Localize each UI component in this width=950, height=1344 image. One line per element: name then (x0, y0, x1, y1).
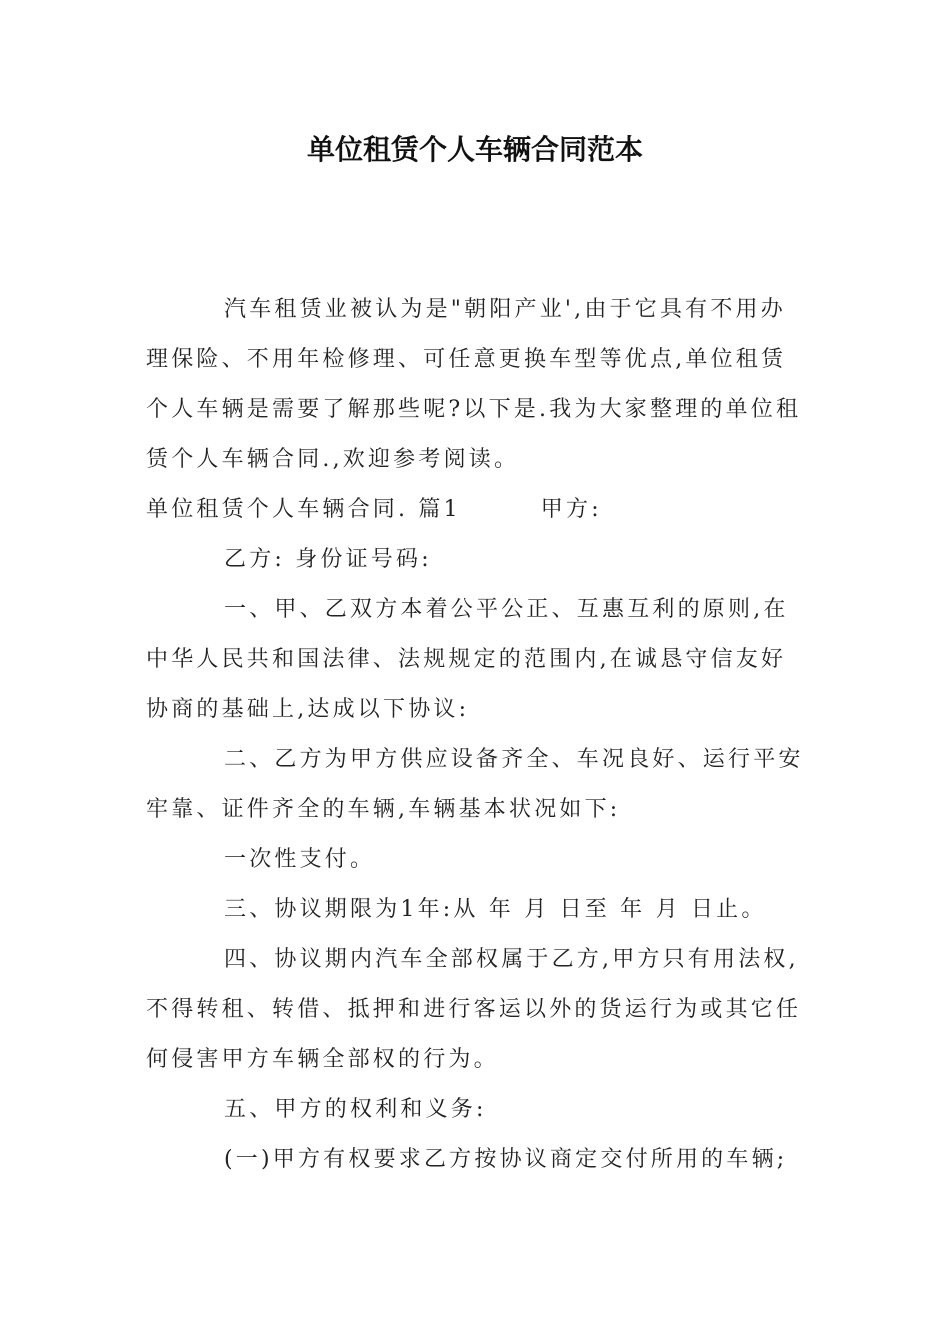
party-a-label: 甲方: (540, 497, 602, 522)
clause-3: 三、协议期限为1年:从 年 月 日至 年 月 日止。 (224, 897, 767, 922)
document-body (146, 285, 806, 1185)
document-title: 单位租赁个人车辆合同范本 (306, 133, 643, 166)
section-heading-line (146, 485, 806, 535)
intro-paragraph: 汽车租赁业被认为是"朝阳产业',由于它具有不用办理保险、不用年检修理、可任意更换车型等优点,单位租赁个人车辆是需要了解那些呢?以下是.我为大家整理的单位租赁个人车辆合同.,欢迎参考阅读。 (146, 297, 802, 472)
clause-4: 四、协议期内汽车全部权属于乙方,甲方只有用法权,不得转租、转借、抵押和进行客运以外的货运行为或其它任何侵害甲方车辆全部权的行为。 (146, 947, 802, 1072)
clause-2: 二、乙方为甲方供应设备齐全、车况良好、运行平安牢靠、证件齐全的车辆,车辆基本状况如下: (146, 747, 804, 822)
section-heading: 单位租赁个人车辆合同. 篇1 (146, 497, 461, 522)
party-b-line: 乙方: 身份证号码: (224, 547, 432, 572)
clause-5-1: (一)甲方有权要求乙方按协议商定交付所用的车辆; (224, 1147, 788, 1172)
payment-line: 一次性支付。 (224, 847, 376, 872)
clause-1: 一、甲、乙双方本着公平公正、互惠互利的原则,在中华人民共和国法律、法规规定的范围内,在诚恳守信友好协商的基础上,达成以下协议: (146, 597, 789, 722)
clause-5: 五、甲方的权利和义务: (224, 1097, 487, 1122)
